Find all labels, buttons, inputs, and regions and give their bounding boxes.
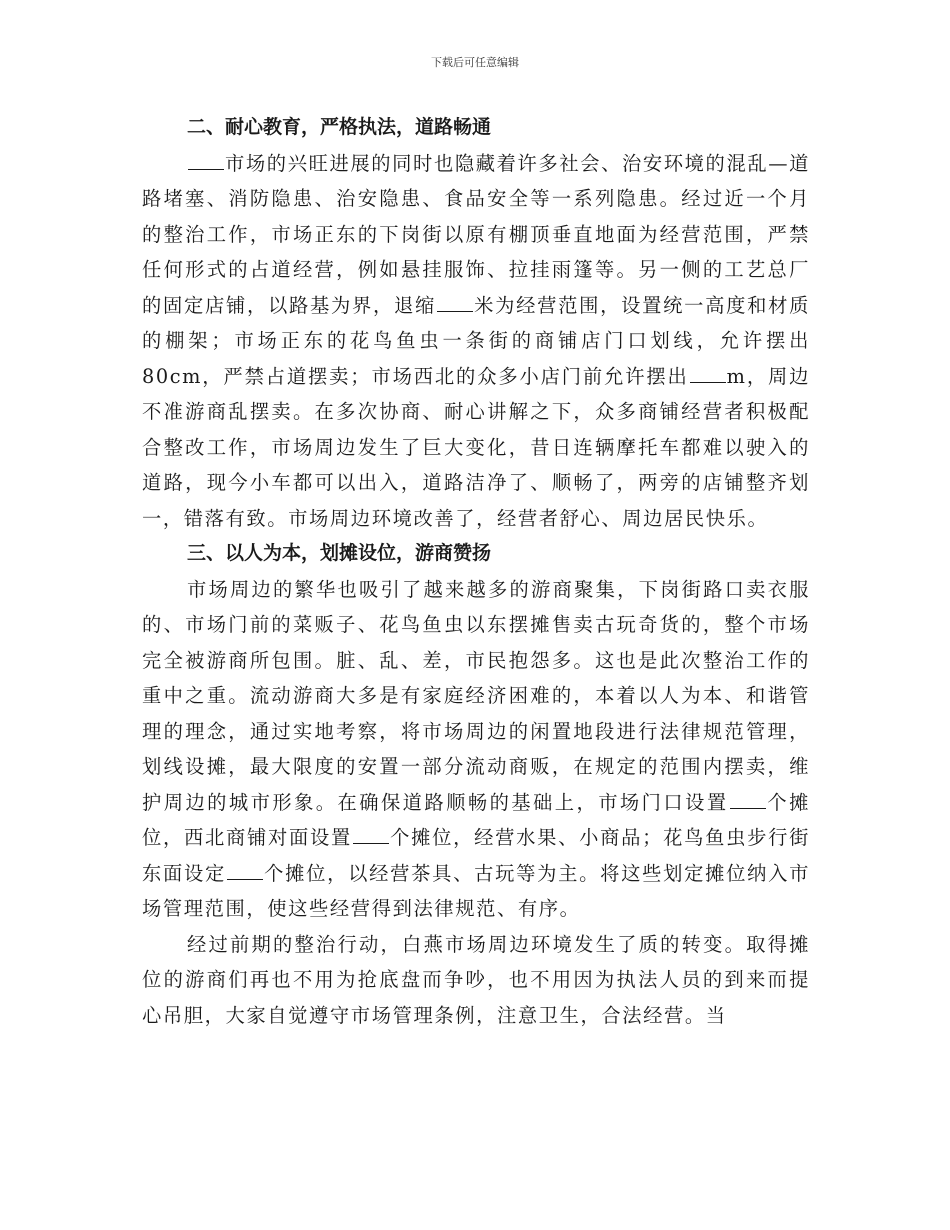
paragraph-text: 个摊位，西北商铺对面设置 <box>142 790 810 849</box>
section-heading: 三、以人为本，划摊设位，游商赞扬 <box>187 542 492 564</box>
fill-blank <box>353 824 389 844</box>
fill-blank <box>437 291 473 311</box>
paragraph-text: 个摊位，以经营茶具、古玩等为主。将这些划定摊位纳入市场管理范围，使这些经营得到法律规范、有序。 <box>142 861 810 920</box>
page-header: 下载后可任意编辑 <box>431 56 519 69</box>
paragraph <box>142 146 810 537</box>
section-3 <box>142 536 810 1033</box>
document-body <box>142 110 810 1033</box>
fill-blank <box>690 362 726 382</box>
paragraph-text: 经过前期的整治行动，白燕市场周边环境发生了质的转变。取得摊位的游商们再也不用为抢底盘而争吵，也不用因为执法人员的到来而提心吊胆，大家自觉遵守市场管理条例，注意卫生，合法经营。当 <box>142 932 810 1027</box>
paragraph <box>142 572 810 927</box>
section-heading: 二、耐心教育，严格执法，道路畅通 <box>187 116 492 138</box>
paragraph <box>142 927 810 1034</box>
fill-blank <box>730 788 766 808</box>
paragraph-text: 米为经营范围，设置统一高度和材质的棚架；市场正东的花鸟鱼虫一条街的商铺店门口划线，允许摆出80cm，严禁占道摆卖；市场西北的众多小店门前允许摆出 <box>142 293 810 388</box>
fill-blank <box>188 149 224 169</box>
section-2 <box>142 110 810 536</box>
paragraph-text: 市场的兴旺进展的同时也隐藏着许多社会、治安环境的混乱—道路堵塞、消防隐患、治安隐患、食品安全等一系列隐患。经过近一个月的整治工作，市场正东的下岗街以原有棚顶垂直地面为经营范围，严禁任何形式的占道经营，例如悬挂服饰、拉挂雨篷等。另一侧的工艺总厂的固定店铺，以路基为界，退缩 <box>142 151 810 317</box>
fill-blank <box>227 859 263 879</box>
paragraph-text: 个摊位，经营水果、小商品；花鸟鱼虫步行街东面设定 <box>142 826 810 885</box>
paragraph-text: m，周边不准游商乱摆卖。在多次协商、耐心讲解之下，众多商铺经营者积极配合整改工作，市场周边发生了巨大变化，昔日连辆摩托车都难以驶入的道路，现今小车都可以出入，道路洁净了、顺畅了，两旁的店铺整齐划一，错落有致。市场周边环境改善了，经营者舒心、周边居民快乐。 <box>142 364 810 530</box>
paragraph-text: 市场周边的繁华也吸引了越来越多的游商聚集，下岗街路口卖衣服的、市场门前的菜贩子、花鸟鱼虫以东摆摊售卖古玩奇货的，整个市场完全被游商所包围。脏、乱、差，市民抱怨多。这也是此次整治工作的重中之重。流动游商大多是有家庭经济困难的，本着以人为本、和谐管理的理念，通过实地考察，将市场周边的闲置地段进行法律规范管理，划线设摊，最大限度的安置一部分流动商贩，在规定的范围内摆卖，维护周边的城市形象。在确保道路顺畅的基础上，市场门口设置 <box>142 577 810 814</box>
